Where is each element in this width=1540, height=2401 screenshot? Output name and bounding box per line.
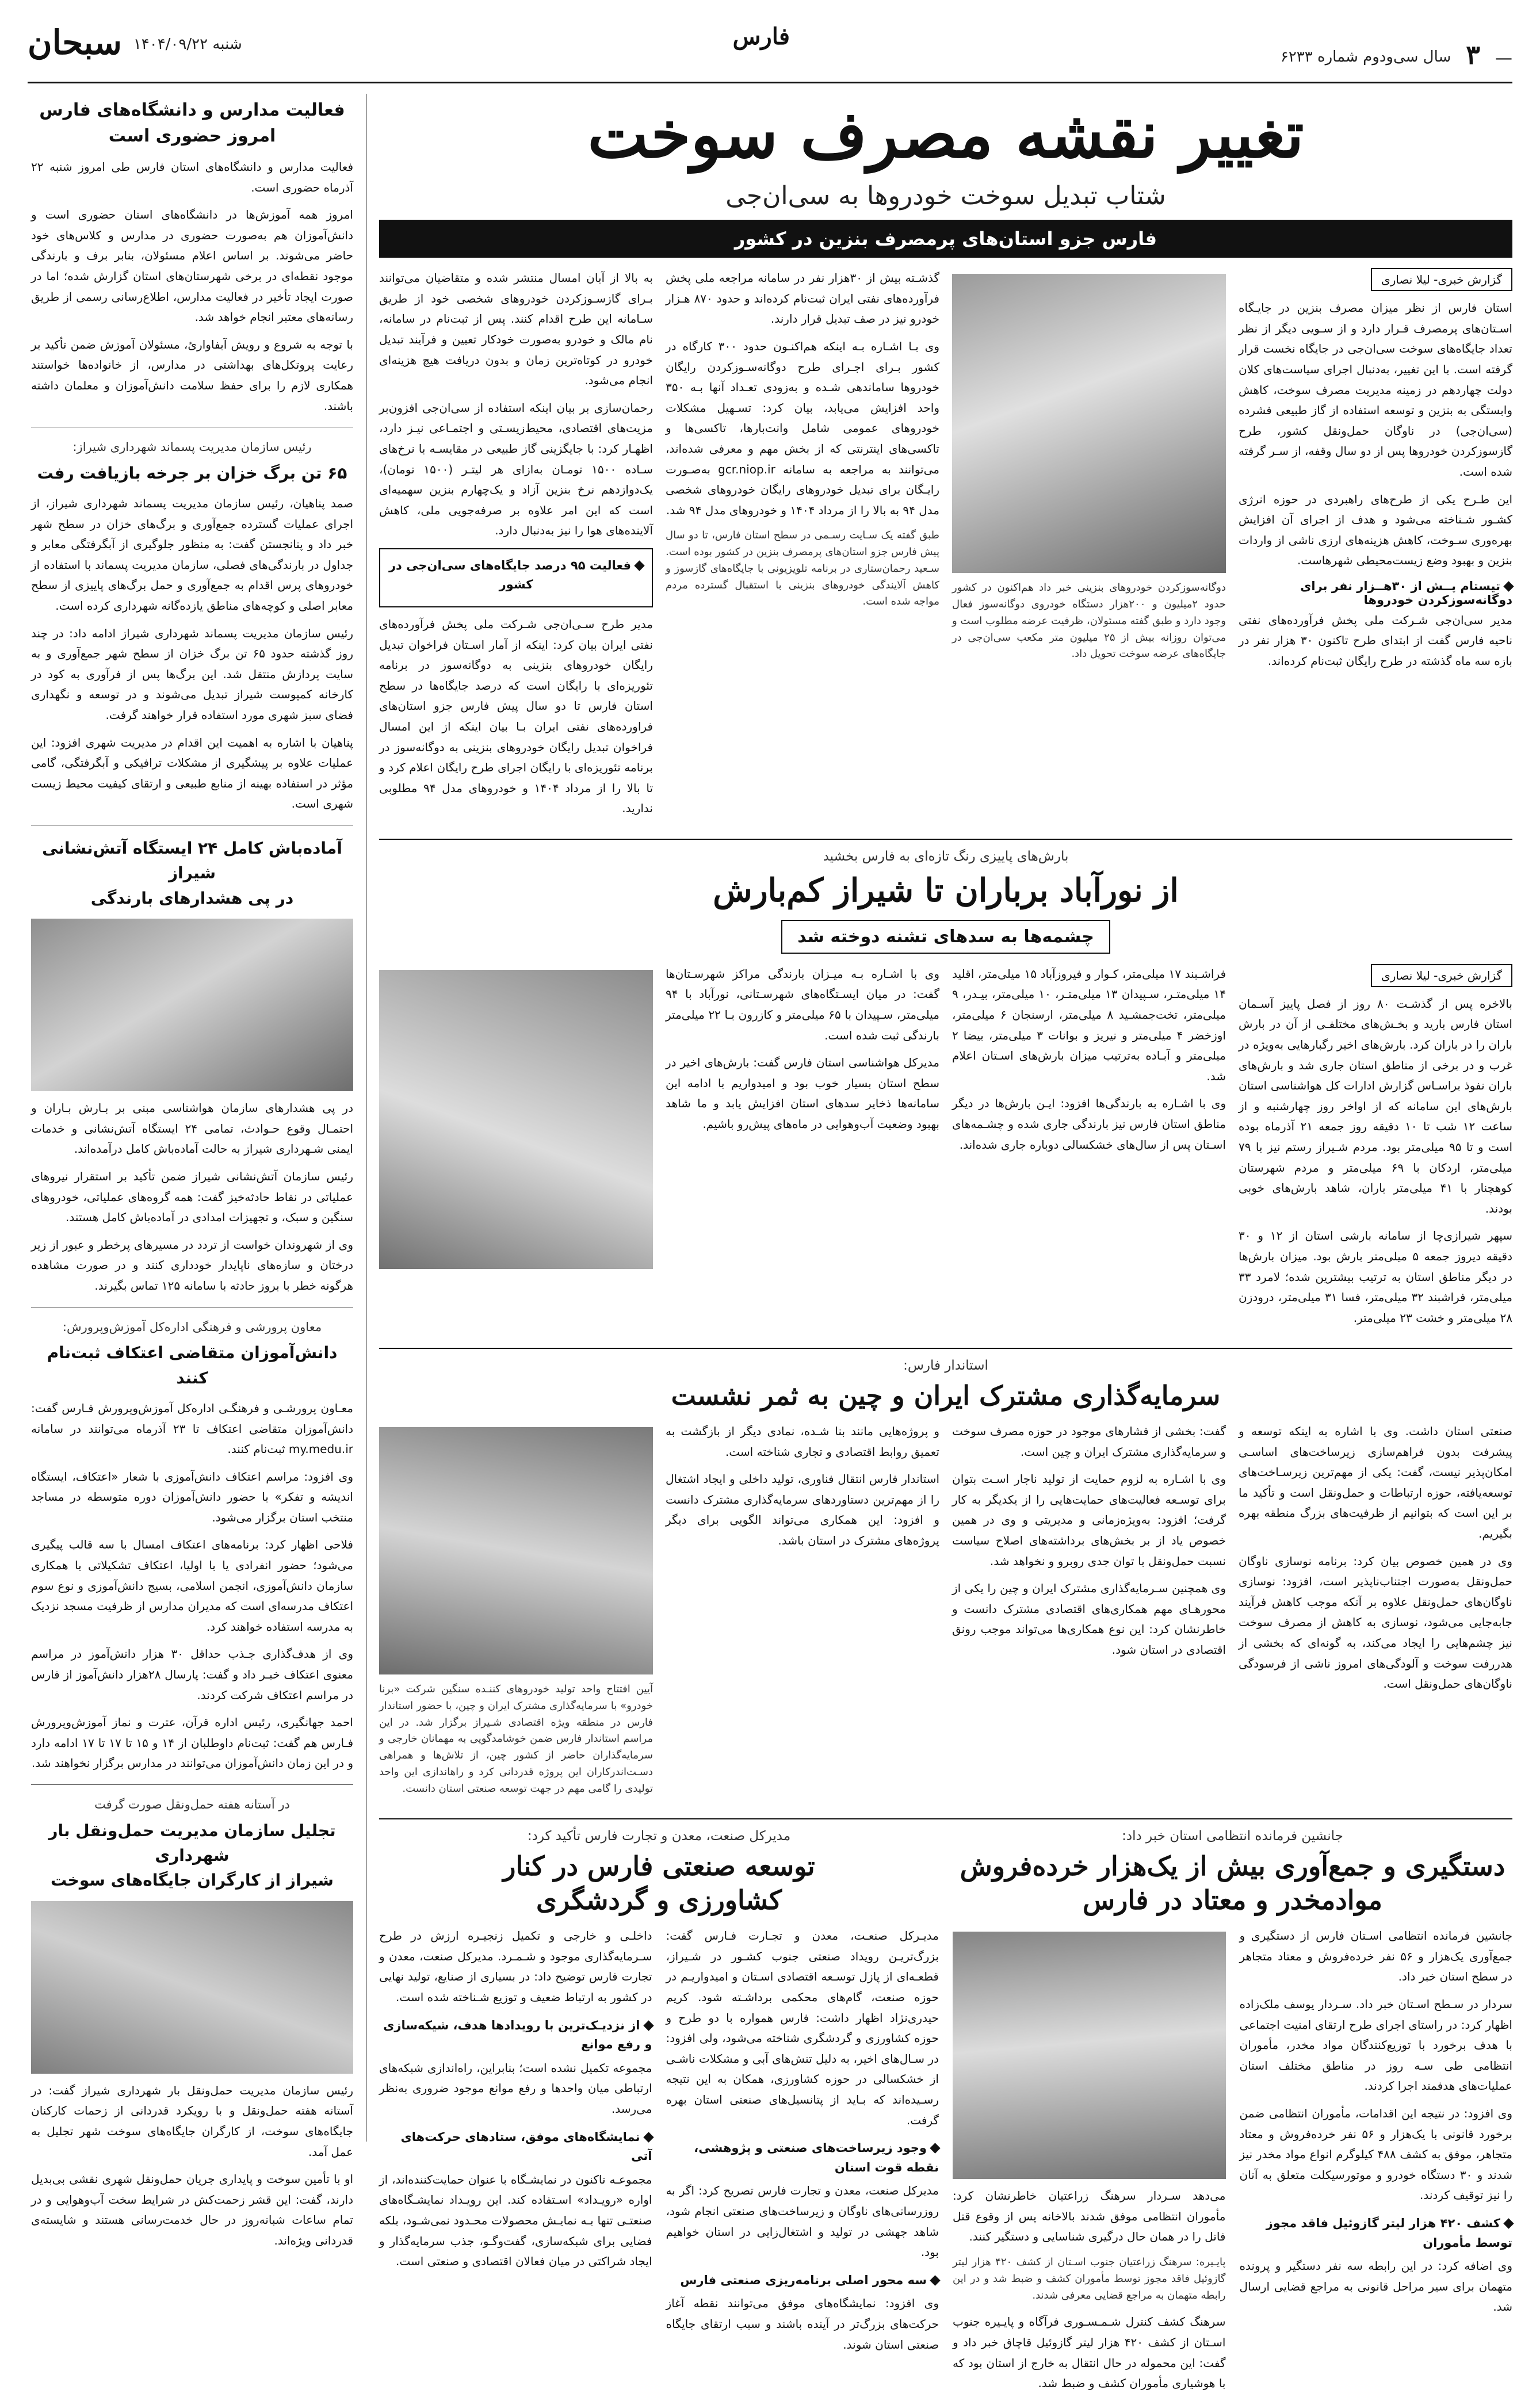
top-story-col-photo-right [952,268,1226,826]
section-divider [379,1348,1512,1349]
top-story [379,97,1512,826]
publish-date: شنبه ۱۴۰۴/۰۹/۲۲ [133,36,242,53]
masthead-right [28,23,242,62]
masthead [28,23,1512,83]
firestation-story-title: آماده‌باش کامل ۲۴ ایستگاه آتش‌نشانی شیراز در پی هشدارهای بارندگی [42,839,342,908]
top-story-banner: فارس جزو استان‌های پرمصرف بنزین در کشور [379,220,1512,258]
paragraph: پناهیان با اشاره به اهمیت این اقدام در مدیریت شهری افزود: این عملیات علاوه بر پیشگیری از مشکلات ترافیکی و آبگرفتگی، گامی مؤثر در استفاده بهینه از منابع طبیعی و ارتقای کیفیت محیط زیست شهری است. [31,735,353,811]
investment-columns [379,1421,1512,1806]
paragraph: وی با اشـاره به لزوم حمایت از تولید ناجار اسـت بتوان برای توسـعه فعالیت‌های حمایت‌هایی را از یکدیگر به کار گرفت؛ افزود: به‌ویژه‌زمانی و مدیریتی و وی در همین خصوص یاد از بر بخش‌های برداشته‌های اصلاح سیاست نسبت حمل‌ونقل با توان جدی روبرو و نخواهد شد. [952,1472,1226,1568]
paragraph: گذشـته بیش از ۳۰هزار نفر در سامانه مراجعه ملی پخش فرآورده‌های نفتی ایران ثبت‌نام کرده‌اند و حدود ۸۷۰ هـزار خودرو نیز در صف تبدیل قرار دارند. [666,271,939,326]
paragraph: وی همچنین سـرمایه‌گذاری مشترک ایران و چین را یکی از محورهـای مهم همکاری‌های اقتصادی مشترک دانست و خاطرنشان کرد: این نوع همکاری‌ها می‌تواند موجب رونق اقتصادی در استان شود. [952,1581,1226,1657]
paragraph: صنعتی استان داشت. وی با اشاره به اینکه توسعه و پیشرفت بدون فراهم‌سازی زیرساخت‌های اساسـی امکان‌پذیر نیست، گفت: یکی از مهم‌ترین زیرسـاخت‌های توسعه‌یافته، حوزه ارتباطات و حمل‌ونقل است و تأکید ما بر این است که بتوانیم از ظرفیت‌های بزرگ منطقه بهره بگیریم. [1239,1424,1512,1541]
kicker: جانشین فرمانده انتظامی استان خبر داد: [1122,1828,1343,1844]
industry-columns [379,1926,939,2362]
paper-brand: سبحان [28,23,122,62]
etekaf-story-title: دانش‌آموزان متقاضی اعتکاف ثبت‌نام کنند [47,1343,338,1387]
left-column [28,94,354,2247]
police-story-title: دستگیری و جمع‌آوری بیش از یک‌هزار خرده‌فروش موادمخدر و معتاد در فارس [960,1850,1505,1916]
investment-col-photo [379,1421,653,1806]
divider [31,1784,353,1785]
paragraph: مجموعـه تاکنون در نمایشـگاه با عنوان حمایت‌کننده‌اند، از اواره «رویـداد» اسـتفاده کند. این رویـداد نمایشـگاه‌های صنعتـی تنها بـه نمایـش محصولات محـدود نمی‌شـود، بلکه فضایی برای شبکه‌سازی، گفت‌وگـو، جذب سرمایه‌گذار و ایجاد شراکتی در میان فعالان اقتصادی و صنعتی است. [379,2172,652,2269]
diamond-bullet-icon [930,2275,940,2285]
diamond-bullet-icon [643,2020,654,2031]
page-number: ۳ [1466,39,1480,70]
subheading: نمایشگاه‌های موفق، ستادهای حرکت‌های آتی [379,2128,652,2166]
issue-info: سال سی‌ودوم شماره ۶۲۳۳ [1280,48,1451,66]
investment-col-mid [952,1421,1226,1806]
investment-col-right [1239,1421,1512,1806]
paragraph: وی با اشـاره بـه میـزان بارندگی مراکز شهرسـتان‌ها گفت: در میان ایسـتگاه‌های شهرسـتانی، نورآباد با ۹۴ میلی‌متر، سـپیدان با ۶۵ میلی‌متر و کازرون بـا ۲۲ میلی‌متر بارندگی ثبت شده است. [666,966,939,1042]
inset-box [379,548,653,607]
section-divider [379,839,1512,840]
paragraph: فراشـبند ۱۷ میلی‌متر، کـوار و فیروزآباد ۱۵ میلی‌متر، اقلید ۱۴ میلی‌متـر، سـپیدان ۱۳ میلی‌متـر، ۱۰ میلی‌متر، بیـدر، ۹ میلی‌متر، تخت‌جمشـید ۸ میلی‌متر، ارسنجان ۶ میلی‌متر، اوزخضر ۴ میلی‌متر و نیریز و بوانات ۳ میلی‌متر، بیضا ۲ میلی‌متر و آبـاده به‌ترتیب میزان بارش‌های اسـتان اعلام شد. [952,966,1226,1083]
kicker: بارش‌های پاییزی رنگ تازه‌ای به فارس بخشید [823,849,1069,864]
page-dash: — [1495,48,1512,68]
paragraph: مدیر طرح سـی‌ان‌جی شـرکت ملی پخش فرآورده‌های نفتی ایران بیان کرد: اینکه از آمار اسـتان فراخوان تبدیل رایگان خودروهای بنزینی به دوگانه‌سوز در برنامه تئوریزه‌ای با رایگان است که درصد جایگاه‌ها در سطح استان فارس تا دو سال پیش فارس جزو استان‌های فراورده‌های نفتی ایران بـا بیان اینکه از این امسال فراخوان تبدیل رایگان خودروهای بنزینی به دوگانه‌سوز در برنامه تئوریزه‌ای با رایگان اجرای طرح رایگان اعلام کرد و تا بالا را از مرداد ۱۴۰۴ و خودروهای مدل ۹۴ مطلوبی ندارید. [379,617,654,816]
subheading: کشف ۴۲۰ هزار لیتر گازوئیل فاقد مجوز توسط مأموران [1240,2214,1513,2253]
paragraph: مدیـرکل صنعـت، معدن و تجـارت فـارس گفت: بزرگ‌تریـن رویداد صنعتی جنوب کشـور در شـیراز، قطعـه‌ای از پازل توسـعه اقتصادی اسـتان و امیدواریـم در حوزه صنعت، گام‌های محکمی برداشـته شود. کریم حیدری‌نژاد اظهار داشت: فارس همواره با دو طرح و حوزه کشاورزی و گردشگری شناخته می‌شود، ولی افزود: در سـال‌های اخیر، به دلیل تنش‌های آبی و مشکلات ناشـی از خشکسالی در حوزه کشاورزی، همکان به این نتیجه رسـیده‌اند که بـاید از پتانسیل‌های صنعتی استان بهره گرفت. [666,1929,939,2127]
paragraph: این طـرح یکی از طرح‌های راهبردی در حوزه انرژی کشـور شـناخته می‌شود و هدف از اجرای آن افزایش بهره‌وری سـوخت، کاهش هزینه‌های ارزی ناشی از واردات بنزین و بهبود وضع زیست‌محیطی شهرهاست. [1239,492,1512,568]
paragraph: وی با اشـاره به بارندگی‌ها افزود: ایـن بارش‌ها در دیگر مناطق استان فارس نیز بارندگی جاری شده و چشـمه‌های اسـتان پس از سال‌های خشکسالی دوباره جاری شده‌اند. [952,1096,1226,1152]
paragraph: سپهر شیرازی‌چا از سامانه بارشی استان از ۱۲ و ۳۰ دقیقه دیروز جمعه ۵ میلی‌متر بارش بود. میزان بارش‌ها در دیگر مناطق استان به ترتیب بیشترین شده؛ لامرد ۳۳ میلی‌متر، فراشبند ۳۲ میلی‌متر، فسا ۳۱ میلی‌متر، درودزن ۲۸ میلی‌متر و خشت ۲۳ میلی‌متر. [1239,1229,1512,1325]
paragraph: وی اضافه کرد: در این رابطه سه نفر دستگیر و پرونده متهمان برای سیر مراحل قانونی به مراجع قضایی ارسال شد. [1239,2259,1512,2314]
subheading: وجود زیرساخت‌های صنعتی و پژوهشی، نقطه قوت استان [666,2139,939,2177]
paragraph: در پی هشدارهای سازمان هواشناسی مبنی بر بـارش بـاران و احتمـال وقوع حـوادث، تمامی ۲۴ ایستگاه آتش‌نشانی و خدمات ایمنی شـهرداری شیراز به حالت آماده‌باش کامل درآمده‌اند. [31,1101,353,1156]
rain-story-title: از نورآباد برباران تا شیراز کم‌بارش [713,871,1179,909]
section-divider [379,1818,1512,1819]
top-story-subtitle: شتاب تبدیل سوخت خودروها به سی‌ان‌جی [725,181,1166,211]
police-col-left [953,1926,1226,2401]
paragraph: وی بـا اشـاره بـه اینکه هم‌اکنـون حدود ۳۰۰ کارگاه در کشور بـرای اجـرای طرح دوگانه‌سـوزکردن رایگان خودروها ساماندهی شـده و به‌زودی تعـداد آنها بـه ۳۵۰ واحد افزایش می‌یابد، بیان کرد: تسـهیل مشکلات خودروهای عمومی شامل وانت‌بارها، تاکسی‌ها و تاکسی‌های اینترنتی که از بخش مهم و معرفی شده‌اند، می‌توانند به مراجعه به سامانه gcr.niop.ir به‌صـورت رایـگان برای تبدیل خودروهای رایگان خودروهای شخصی مدل ۹۴ به بالا را از مرداد ۱۴۰۴ و خودروهای مدل ۹۴ شد. [666,339,939,517]
schools-story [31,97,353,416]
top-story-col-far-left [379,268,653,826]
paragraph: وی در همین خصوص بیان کرد: برنامه نوسازی ناوگان حمل‌ونقل به‌صورت اجتناب‌ناپذیر است، افزود: نوسازی ناوگان‌های حمل‌ونقل علاوه بر آنکه موجب کاهش فرآیند جابه‌جایی می‌شود، نوسازی به کاهش از مصرف سوخت نیز چشم‌هایی را ایجاد می‌کند، به گونه‌ای که بخشی از هدررفت سوخت و آلودگی‌های امروز ناشی از فرسودگی ناوگان‌های حمل‌ونقل است. [1239,1554,1512,1691]
officer-photo [31,919,353,1091]
industry-story-title: توسعه صنعتی فارس در کنار کشاورزی و گردشگری [503,1850,815,1916]
top-story-title: تغییر نقشه مصرف سوخت [587,97,1304,173]
diamond-bullet-icon [643,2132,654,2142]
subheading: سه محور اصلی برنامه‌ریزی صنعتی فارس [666,2271,939,2291]
photo-caption: دوگانه‌سوزکردن خودروهای بنزینی خبر داد هم‌اکنون در کشور حدود ۲میلیون و ۲۰۰هزار دستگاه خودروی دوگانه‌سوز فعال وجود دارد و طبق گفته مسئولان، ظرفیت عرضه مطلوب است و می‌توان روزانه بیش از ۲۵ میلیون متر مکعب سی‌ان‌جی در جایگاه‌های عرضه سوخت تحویل داد. [952,582,1226,660]
paragraph: او با تأمین سوخت و پایداری جریان حمل‌ونقل شهری نقشی بی‌بدیل دارند، گفت: این قشر زحمت‌کش در شرایط سخت آب‌وهوایی و در تمام ساعات شبانه‌روز در حال خدمت‌رسانی هستند و شایسته‌ی قدردانی ویژه‌اند. [31,2172,353,2247]
main-column [379,94,1513,2391]
paragraph: مدیر سی‌ان‌جی شـرکت ملی پخش فرآورده‌های نفتی ناحیه فارس گفت از ابتدای طرح تاکنون ۳۰ هزار نفر در بازه سه ماه گذشته در طرح رایگان ثبت‌نام کرده‌اند. [1239,613,1513,668]
waste-story [31,438,353,815]
transport-week-title: تجلیل سازمان مدیریت حمل‌ونقل بار شهرداری شیراز از کارگران جایگاه‌های سوخت [48,1821,336,1890]
police-story [953,1829,1512,2401]
kicker: رئیس سازمان مدیریت پسماند شهرداری شیراز: [72,440,312,454]
paragraph: و پروژه‌هایی مانند بنا شـده، نمادی دیگر از بازگشت به تعمیق روابط اقتصادی و تجاری شناخته است. [666,1424,939,1459]
kicker: در آستانه هفته حمل‌ونقل صورت گرفت [94,1798,290,1811]
meeting-photo [379,1427,653,1674]
paragraph: سردار در سـطح اسـتان خبر داد. سـردار یوسف ملک‌زاده اظهار کرد: در راستای اجرای طرح ارتقای امنیت اجتماعی با هدف برخورد با توزیع‌کنندگان مواد مخدر، مأموران انتظامی طی سـه روز در مناطق مختلف استان عملیات‌های هدفمند اجرا کردند. [1239,1997,1512,2093]
rain-story-pill: چشمه‌ها به سدهای تشنه دوخته شد [781,920,1110,954]
etekaf-story [31,1318,353,1774]
crowd-photo [953,1932,1226,2179]
investment-col-left [666,1421,939,1806]
report-tag: گزارش خبری- لیلا نصاری [1371,964,1512,987]
subheading: تیستام پــش از ۳۰هــزار نفر برای دوگانه‌سوزکردن خودروها [1239,579,1512,607]
paragraph: به بالا از آبان امسال منتشر شده و متقاضیان می‌توانند بـرای گازسـوزکردن خودروهای شخصی خود از طریق سـامانه این طرح اقدام کنند. پس از ثبت‌نام در سامانه، نام مالک و خودرو به‌صورت خودکار تعیین و فرآیند تبدیل خودرو در کوتاه‌ترین زمان و بدون دریافت هیچ هزینه‌ای انجام می‌شود. [379,271,653,388]
industry-col-right [666,1926,939,2362]
rain-story [379,849,1512,1335]
paragraph: با توجه به شروع و رویش آبفاوارئ، مسئولان آموزش ضمن تأکید بر رعایت پروتکل‌های بهداشتی در مدارس، از خانواده‌ها خواستند همکاری لازم را برای حفظ سلامت دانش‌آموزان و معلمان داشته باشند. [31,337,353,413]
diamond-bullet-icon [634,560,644,571]
inset-box-title: فعالیت ۹۵ درصد جایگاه‌های سی‌ان‌جی در کشور [388,556,644,595]
paragraph: رئیس سازمان مدیریت حمل‌ونقل بار شهرداری شیراز گفت: در آستانه هفته حمل‌ونقل و با رویکرد قدردانی از زحمات کارکنان جایگاه‌های سوخت، از کارگران جایگاه‌های سوخت شهر تجلیل به عمل آمد. [31,2083,353,2159]
bottom-stories [379,1829,1512,2401]
industry-col-left [379,1926,652,2362]
paragraph: وی از هدف‌گذاری جـذب حداقل ۳۰ هزار دانش‌آموز در مراسم معنوی اعتکاف خبـر داد و گفت: پارسال ۲۸هزار دانش‌آموز از فارس در مراسم اعتکاف شرکت کردند. [31,1647,353,1702]
paragraph: وی افزود: مراسم اعتکاف دانش‌آموزی با شعار «اعتکاف، ایستگاه اندیشه و تفکر» با حضور دانش‌آموزان دوره متوسطه در مساجد منتخب استان برگزار می‌شود. [31,1469,353,1524]
top-story-col-left [666,268,939,826]
rain-col-photo [379,964,653,1336]
diamond-bullet-icon [930,2143,940,2154]
paragraph: فلاحی اظهار کرد: برنامه‌های اعتکاف امسال با سه قالب پیگیری می‌شود؛ حضور انفرادی یا با اولیا، اعتکاف تشکیلاتی با همکاری سازمان دانش‌آموزی، انجمن اسلامی، بسیج دانش‌آموزی و نوع سوم اعتکاف مدرسه‌ای است که مدیران مدارس از ظرفیت مسجد نزدیک به مدرسه استفاده خواهند کرد. [31,1538,353,1634]
top-story-columns [379,268,1512,826]
kicker: استاندار فارس: [903,1358,988,1374]
paragraph: استاندار فارس انتقال فناوری، تولید داخلی و ایجاد اشتغال را از مهم‌ترین دستاوردهای سرمایه‌گذاری مشترک دانست و افزود: این همکاری می‌تواند الگویی برای دیگر پروژه‌های مشترک در استان باشد. [666,1472,939,1548]
report-tag: گزارش خبری- لیلا نصاری [1371,268,1512,291]
industry-story [379,1829,939,2401]
police-col-right [1240,1926,1513,2401]
rain-col-right [1239,964,1512,1336]
photo-caption: پایـیره: سرهنگ زراعتیان جنوب اسـتان از کشف ۴۲۰ هزار لیتر گازوئیل فاقد مجوز توسط مأموران کشف و ضبط شد و در این رابطه متهمان به مراجع قضایی معرفی شدند. [953,2256,1226,2301]
diamond-bullet-icon [1503,2218,1514,2228]
fars-logo: فارس [732,23,790,50]
ceremony-photo [31,1901,353,2074]
paragraph: وی افزود: نمایشگاه‌های موفق می‌توانند نقطه آغاز حرکت‌های بزرگ‌تر در آینده باشند و سبب ارتقای جایگاه صنعتی استان شوند. [666,2296,939,2352]
paragraph: مدیرکل هواشناسی استان فارس گفت: بارش‌های اخیر در سطح استان بسیار خوب بود و امیدواریم با ادامه این سامانه‌ها ذخایر سدهای استان افزایش یابد و ما شاهد بهبود وضعیت آب‌وهوایی در ماه‌های پیش‌رو باشیم. [666,1056,939,1131]
fuel-station-photo [952,274,1226,573]
diamond-bullet-icon [1503,581,1514,591]
paragraph: رئیس سازمان مدیریت پسماند شهرداری شیراز ادامه داد: در چند روز گذشته حدود ۶۵ تن برگ خزان از سطح شهر جمع‌آوری و به سایت پردازش منتقل شد. این برگ‌ها پس از فرآوری به کود در کارخانه کمپوست شیراز تبدیل می‌شوند و در توسعه و نگهداری فضای سبز شهری مورد استفاده قرار خواهند گرفت. [31,626,353,722]
firestation-story [31,836,353,1297]
photo-caption: آیین افتتاح واحد تولید خودروهای کننـده سنگین شرکت «برنا خودرو» با سرمایه‌گذاری مشترک ایران و چین، با حضور استاندار فارس در منطقه ویژه اقتصادی شـیراز برگزار شد. در این مراسم استاندار فارس ضمن خوشامدگویی به مهمانان خارجی و سرمایه‌گذاران حاضر از کشور چین، از تلاش‌ها و همراهی دسـت‌اندرکاران این پروژه قدردانی کرد و راهاندازی این واحد تولیدی را گامی مهم در جهت توسعه صنعتی استان دانست. [379,1683,653,1795]
paragraph: رئیس سازمان آتش‌نشانی شیراز ضمن تأکید بر استقرار نیروهای عملیاتی در نقاط حادثه‌خیز گفت: همه گروه‌های عملیاتی، خودروهای سنگین و سبک، و تجهیزات امدادی در آماده‌باش کامل هستند. [31,1169,353,1225]
rain-story-columns [379,964,1512,1336]
investment-story-title: سرمایه‌گذاری مشترک ایران و چین به ثمر نشست [671,1380,1221,1412]
photo-caption: طبق گفته یک سـایت رسـمی در سطح استان فارس، تا دو سال پیش فارس جزو استان‌های پرمصرف بنزین در کشور بوده است. سـعید رحمان‌ستاری در برنامه تلویزیونی با جایگاه‌های گازسوز و کاهش آلایندگی خودروهای بنزینی با استقبال گسترده مردم مواجه شده است. [666,529,939,608]
quran-gate-photo [379,970,653,1269]
paragraph: وی از شهروندان خواست از تردد در مسیرهای پرخطر و عبور از زیر درختان و سازه‌های ناپایدار خودداری کنند و در صورت مشاهده هرگونه خطر با بروز حادثه با سامانه ۱۲۵ تماس بگیرند. [31,1237,353,1293]
investment-story [379,1358,1512,1805]
police-columns [953,1926,1512,2401]
schools-story-title: فعالیت مدارس و دانشگاه‌های فارس امروز حضوری است [39,100,345,146]
paragraph: امروز همه آموزش‌ها در دانشگاه‌های استان حضوری است و دانش‌آموزان هم به‌صورت حضوری در مدارس و کلاس‌های خود حاضر می‌شوند. بر اساس اعلام مسئولان، بنابر برف و بارندگی موجود نقطه‌ای در برخی شهرستان‌های استان گزارش شده؛ اما در صورت ایجاد تأخیر در فعالیت مدارس، اطلاع‌رسانی رسمی از طریق رسانه‌های معتبر انجام خواهد شد. [31,208,353,324]
paragraph: گفت: بخشی از فشارهای موجود در حوزه مصرف سوخت و سرمایه‌گذاری مشترک ایران و چین است. [952,1424,1226,1459]
page-body [28,94,1513,2391]
paragraph: استان فارس از نظر میزان مصرف بنزین در جایـگاه اسـتان‌های پرمصرف قـرار دارد و از سـویی دیگر از نظر تعداد جایگاه‌های سوخت سی‌ان‌جی در جایگاه نخست قرار گرفته است. با این تغییر، به‌دنبال اجرای سیاست‌های کلان دولت چهاردهم در زمینه مدیریت مصرف سوخت، کاهش وابستگی به بنزین و توسعه استفاده از گاز طبیعی فشرده (سی‌ان‌جی) در ناوگان حمل‌ونقل کشور، طرح گازسوزکردن خودروها پس از دو سال وقفه، از سـر گرفته شده است. [1239,301,1512,479]
kicker: معاون پرورشی و فرهنگی اداره‌کل آموزش‌وپرورش: [62,1320,322,1334]
transport-week-story [31,1795,353,2251]
paragraph: سرهنگ کشف کنترل شـمـسـوری فرآگاه و پایـیره جنوب اسـتان از کشف ۴۲۰ هزار لیتر گازوئیل قاچاق خبر داد و گفت: این محموله در حال انتقال به خارج از استان بود که با هوشیاری مأموران کشف و ضبط شد. [953,2315,1226,2391]
paragraph: احمد جهانگیری، رئیس اداره قرآن، عترت و نماز آموزش‌وپرورش فـارس هم گفت: ثبت‌نام داوطلبان از ۱۴ و ۱۵ تا ۱۷ تا ۱۷ ادامه دارد و در این زمان دانش‌آموزان می‌توانند در مدارس برگزار نخواهند شد. [31,1715,354,1771]
top-story-col-right [1239,268,1512,826]
paragraph: رحمان‌سازی بر بیان اینکه استفاده از سی‌ان‌جی افزون‌بر مزیت‌های اقتصادی، محیط‌زیسـتی و اجتمـاعی نیـز دارد، اظهـار کرد: با جایگزینی گاز طبیعی در مقایسـه با نرخ‌های سـاده ۱۵۰۰ تومـان به‌ازای هر لیتـر (۱۵۰۰ تومان)، یک‌دوازدهم نرخ بنزین آزاد و یک‌چهارم بنزین سهمیه‌ای است که این امر علاوه بر صرفه‌جویی ملی، کاهش آلاینده‌های هوا را نیز به‌دنبال دارد. [379,400,653,538]
paragraph: صمد پناهیان، رئیس سازمان مدیریت پسماند شهرداری شیراز، از اجرای عملیات گسترده جمع‌آوری و برگ‌های خزان در سطح شهر خبر داد و پنانجستن گفت: به منظور جلوگیری از آبگرفتگی معابر و جداول در بارندگی‌های فصلی، سازمان مدیریت پسماند با استفاده از خودروهای پرس اقدام به جمع‌آوری و حمل برگ‌های پاییزی از سطح معابر اصلی و کوچه‌های مناطق یازده‌گانه شهرداری کرده است. [31,496,353,613]
subheading: از نزدیـک‌ترین با رویدادها هدف، شیکه‌سازی و رفع موانع [379,2016,652,2055]
paragraph: مجموعه تکمیل نشده است؛ بنابراین، راه‌اندازی شبکه‌های ارتباطی میان واحدها و رفع موانع موجود ضروری به‌نظر می‌رسد. [379,2060,652,2116]
rain-col-left [666,964,939,1336]
paragraph: وی افزود: در نتیجه این اقدامات، مأموران انتظامی ضمن برخورد قانونی با یک‌هزار و ۵۶ نفر خرده‌فروش و معتاد متجاهر، موفق به کشف ۴۸۸ کیلوگرم انواع مواد مخدر نیز شدند و ۳۰ دستگاه خودرو و موتورسیکلت متعلق به آنان را نیز توقیف کردند. [1239,2106,1513,2203]
paragraph: معـاون پرورشـی و فرهنگـی اداره‌کل آموزش‌وپرورش فـارس گفت: دانش‌آموزان متقاضی اعتکاف تا ۲۳ آذرماه می‌توانند در سامانه my.medu.ir ثبت‌نام کنند. [31,1401,353,1456]
waste-story-title: ۶۵ تن برگ خزان بر جرخه بازیافت رفت [37,463,347,483]
paragraph: می‌دهد سـردار سرهنگ زراعتیان خاطرنشان کرد: مأموران انتظامی موفق شدند بالاخانه پس از وقوع قتل فاتل را در همان حال درگیری شناسایی و دستگیر کنند. [953,2189,1226,2244]
kicker: مدیرکل صنعت، معدن و تجارت فارس تأکید کرد: [527,1828,791,1844]
paragraph: مدیرکل صنعت، معدن و تجارت فارس تصریح کرد: اگر به روزرسانی‌های ناوگان و زیرساخت‌های صنعتی انجام شود، شاهد جهشی در تولید و اشتغال‌زایی در استان خواهیم بود. [666,2184,939,2259]
rain-col-mid [952,964,1226,1336]
paragraph: فعالیت مدارس و دانشگاه‌های استان فارس طی امروز شنبه ۲۲ آذرماه حضوری است. [31,160,353,194]
paragraph: بالاخره پس از گذشـت ۸۰ روز از فصل پاییز آسـمان استان فارس بارید و بخـش‌های مختلفـی از آن در بارش باران را در باران کرد. بارش‌های اخیر رگبارهایی به‌ویژه در غرب و در برخی از مناطق استان جاری شد و بارش‌های باران نفوذ براسـاس گزارش ادارات کل هواشناسی استان بارش‌های این سامانه که از اواخر روز چهارشنبه و از ساعت ۱۲ شب تا ۱۰ دقیقه روز جمعه ۲۱ آذرماه بوده است و تا ۹۵ میلی‌متر بود. مردم شـیراز رستم نیز با ۷۹ میلی‌متر، اردکان با ۶۹ میلی‌متر و مردم شهرستان کوهچنار با ۴۱ میلی‌متر باران، شاهد بارش‌های خوبی بودند. [1239,996,1513,1215]
paragraph: داخلـی و خارجی و تکمیل زنجیـره ارزش در طرح سـرمایه‌گذاری موجود و شـمـرد. مدیرکل صنعت، معدن و تجارت فارس توضیح داد: در بسیاری از صنایع، تولید نهایی در کشور به ارتباط ضعیف و توزیع شـناخته شده است. [379,1929,652,2005]
masthead-left [1281,23,1512,70]
paragraph: جانشین فرمانده انتظامی اسـتان فارس از دستگیری و جمع‌آوری یک‌هزار و ۵۶ نفر خرده‌فروش و معتاد متجاهر در سطح استان خبر داد. [1239,1929,1512,1984]
